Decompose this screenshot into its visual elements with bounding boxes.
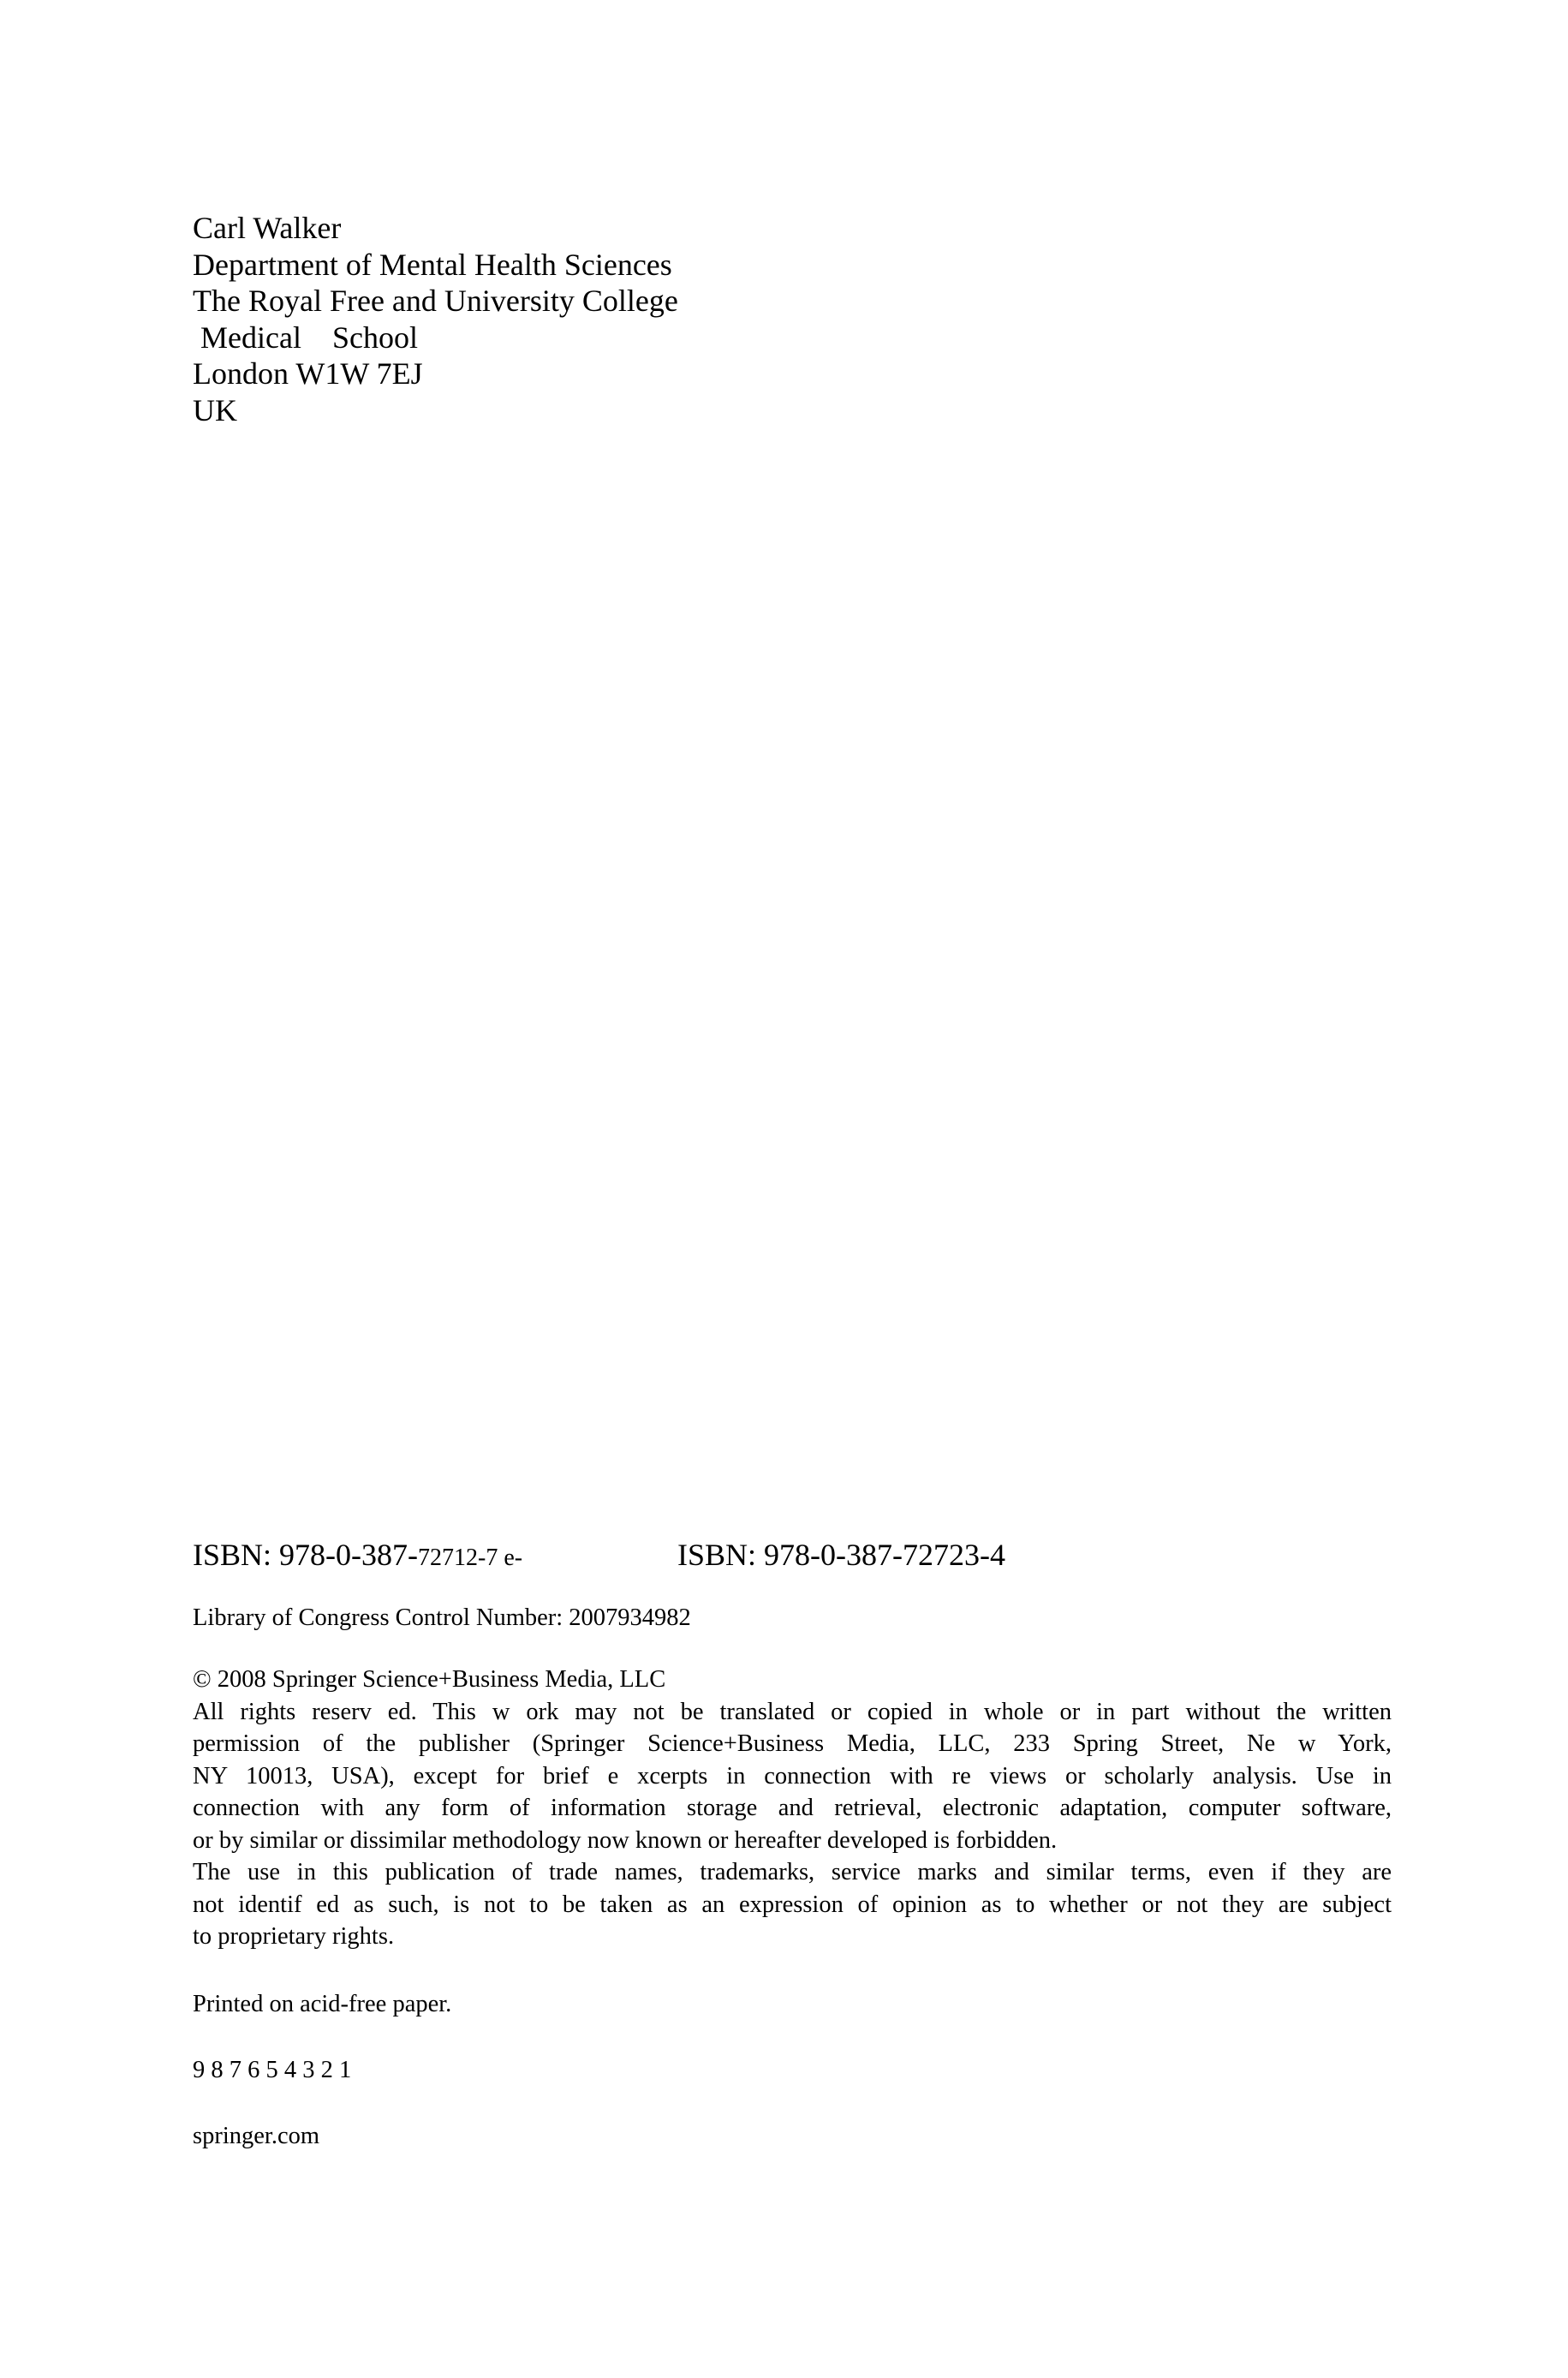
isbn-print	[193, 1533, 522, 1580]
isbn-print-prefix: ISBN: 978-0-387-	[193, 1538, 418, 1572]
author-address	[193, 210, 1306, 428]
rights-line-3: NY 10013, USA), except for brief e xcerpts in connection with re views or scholarly analysis. Use in	[193, 1762, 1392, 1789]
trademark-line-2: not identif ed as such, is not to be taken as an expression of opinion as to whether or not they are subject	[193, 1891, 1392, 1918]
rights-line-4: connection with any form of information storage and retrieval, electronic adaptation, computer software,	[193, 1795, 1392, 1821]
institution: The Royal Free and University College	[193, 284, 678, 318]
copyright-notice: © 2008 Springer Science+Business Media, LLC	[193, 1666, 666, 1693]
isbn-electronic: ISBN: 978-0-387-72723-4	[677, 1538, 1005, 1572]
lccn: Library of Congress Control Number: 2007934982	[193, 1604, 691, 1631]
isbn-row	[193, 1533, 1392, 1576]
country: UK	[193, 392, 237, 427]
copyright-block	[193, 1664, 1392, 1953]
institution-school: Medical School	[193, 320, 418, 355]
acid-free-paper-note: Printed on acid-free paper.	[193, 1991, 452, 2017]
department: Department of Mental Health Sciences	[193, 247, 672, 282]
rights-line-2: permission of the publisher (Springer Science+Business Media, LLC, 233 Spring Street, Ne w York,	[193, 1730, 1392, 1757]
publisher-website: springer.com	[193, 2123, 320, 2149]
author-name: Carl Walker	[193, 211, 342, 245]
rights-line-5: or by similar or dissimilar methodology now known or hereafter developed is forbidden.	[193, 1826, 1058, 1854]
isbn-print-suffix: 72712-7 e-	[418, 1545, 523, 1571]
trademark-line-3: to proprietary rights.	[193, 1923, 395, 1950]
trademark-line-1: The use in this publication of trade names, trademarks, service marks and similar terms, even if they are	[193, 1859, 1392, 1885]
city-postcode: London W1W 7EJ	[193, 356, 423, 391]
printing-number-line: 9 8 7 6 5 4 3 2 1	[193, 2057, 352, 2083]
rights-line-1: All rights reserv ed. This w ork may not be translated or copied in whole or in part without the written	[193, 1698, 1392, 1725]
